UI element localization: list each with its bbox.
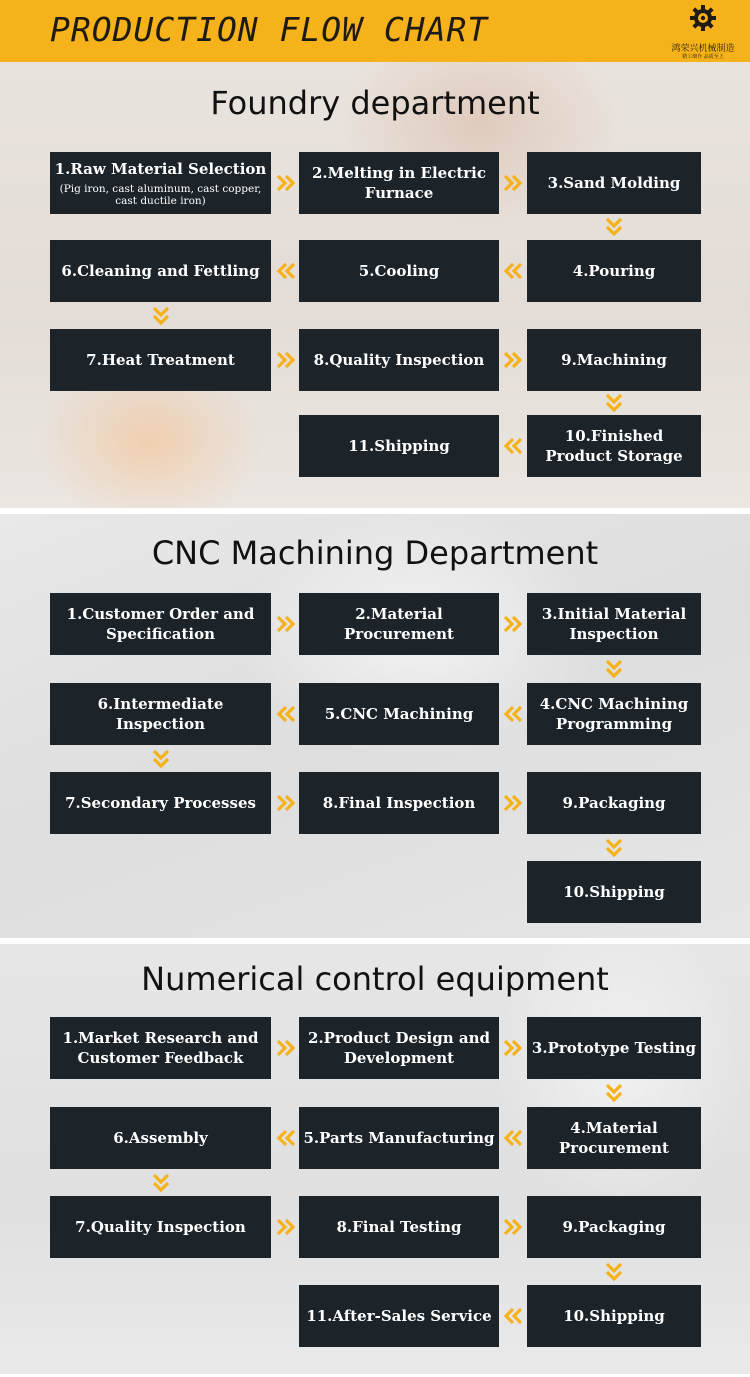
flow-step [299, 240, 499, 302]
step-label: 3.Prototype Testing [531, 1039, 697, 1057]
step-label: 4.Material Procurement [559, 1119, 669, 1157]
step-label: 6.Intermediate Inspection [97, 695, 224, 733]
step-label: 3.Sand Molding [547, 174, 681, 192]
step-label: 8.Final Inspection [322, 794, 476, 812]
step-label: 4.Pouring [572, 262, 656, 280]
flow-step [299, 1285, 499, 1347]
section-title: Numerical control equipment [141, 960, 609, 998]
arrow-down-icon [603, 1083, 625, 1103]
flow-step [527, 329, 701, 391]
step-label: 1.Raw Material Selection [54, 160, 267, 178]
flow-step [50, 1107, 271, 1169]
flow-step [527, 683, 701, 745]
step-label: 1.Market Research and Customer Feedback [62, 1029, 259, 1067]
arrow-down-icon [603, 1262, 625, 1282]
header-banner [0, 0, 750, 62]
step-label: 5.Parts Manufacturing [303, 1129, 495, 1147]
flow-step [527, 240, 701, 302]
flow-step [299, 772, 499, 834]
step-label: 6.Assembly [113, 1129, 208, 1147]
flow-step [299, 593, 499, 655]
step-label: 7.Heat Treatment [86, 351, 235, 369]
arrow-right-icon [502, 350, 524, 370]
step-sublabel: (Pig iron, cast aluminum, cast copper, cast ductile iron) [59, 183, 262, 207]
flow-step [527, 1196, 701, 1258]
step-label: 11.After-Sales Service [306, 1307, 492, 1325]
arrow-down-icon [603, 838, 625, 858]
step-label: 3.Initial Material Inspection [541, 605, 687, 643]
page-title: PRODUCTION FLOW CHART [50, 10, 489, 49]
foundry-section [0, 62, 750, 508]
arrow-right-icon [275, 614, 297, 634]
logo-subtext: 精工细作 品质至上 [682, 54, 724, 60]
arrow-down-icon [603, 393, 625, 413]
arrow-down-icon [603, 217, 625, 237]
step-label: 5.CNC Machining [324, 705, 474, 723]
arrow-right-icon [275, 350, 297, 370]
flow-step [50, 240, 271, 302]
flow-step [527, 593, 701, 655]
flow-step [299, 329, 499, 391]
step-label: 4.CNC Machining Programming [539, 695, 689, 733]
step-label: 10.Shipping [563, 883, 665, 901]
flow-step [299, 415, 499, 477]
flow-step [50, 683, 271, 745]
step-label: 1.Customer Order and Specification [66, 605, 255, 643]
arrow-left-icon [502, 436, 524, 456]
step-label: 9.Machining [561, 351, 667, 369]
arrow-right-icon [502, 614, 524, 634]
step-label: 11.Shipping [348, 437, 450, 455]
arrow-left-icon [502, 704, 524, 724]
flow-step [299, 683, 499, 745]
arrow-left-icon [275, 704, 297, 724]
cnc-machining-section [0, 514, 750, 938]
arrow-left-icon [502, 1306, 524, 1326]
step-label: 8.Quality Inspection [313, 351, 485, 369]
flow-step [527, 152, 701, 214]
flow-step [299, 1017, 499, 1079]
flow-step [299, 152, 499, 214]
step-label: 9.Packaging [562, 794, 666, 812]
arrow-down-icon [150, 306, 172, 326]
logo-text: 鸿荣兴机械制造 [671, 44, 735, 54]
flow-step [299, 1107, 499, 1169]
arrow-right-icon [502, 1038, 524, 1058]
step-label: 2.Product Design and Development [308, 1029, 490, 1067]
step-label: 7.Secondary Processes [65, 794, 256, 812]
arrow-right-icon [275, 1038, 297, 1058]
step-label: 2.Material Procurement [344, 605, 454, 643]
arrow-right-icon [275, 173, 297, 193]
flow-step [50, 772, 271, 834]
section-title: CNC Machining Department [151, 534, 599, 572]
flow-step [527, 861, 701, 923]
flow-step [50, 1196, 271, 1258]
arrow-left-icon [275, 1128, 297, 1148]
flow-step [50, 1017, 271, 1079]
arrow-right-icon [502, 173, 524, 193]
arrow-right-icon [275, 1217, 297, 1237]
step-label: 8.Final Testing [336, 1218, 462, 1236]
flow-step [527, 1017, 701, 1079]
flow-step [50, 152, 271, 214]
arrow-right-icon [502, 1217, 524, 1237]
gear-icon [689, 4, 717, 32]
step-label: 7.Quality Inspection [75, 1218, 246, 1236]
arrow-down-icon [603, 659, 625, 679]
arrow-left-icon [502, 261, 524, 281]
step-label: 10.Finished Product Storage [545, 427, 683, 465]
arrow-down-icon [150, 749, 172, 769]
section-title: Foundry department [210, 84, 540, 122]
arrow-left-icon [502, 1128, 524, 1148]
arrow-right-icon [275, 793, 297, 813]
flow-step [50, 329, 271, 391]
flow-step [299, 1196, 499, 1258]
arrow-right-icon [502, 793, 524, 813]
flow-step [527, 1285, 701, 1347]
flow-step [527, 1107, 701, 1169]
flow-step [527, 415, 701, 477]
arrow-left-icon [275, 261, 297, 281]
company-logo [668, 4, 738, 60]
flow-step [527, 772, 701, 834]
step-label: 2.Melting in Electric Furnace [311, 164, 487, 202]
step-label: 9.Packaging [562, 1218, 666, 1236]
step-label: 6.Cleaning and Fettling [61, 262, 260, 280]
step-label: 10.Shipping [563, 1307, 665, 1325]
flow-step [50, 593, 271, 655]
numerical-control-section [0, 944, 750, 1374]
step-label: 5.Cooling [358, 262, 440, 280]
arrow-down-icon [150, 1173, 172, 1193]
